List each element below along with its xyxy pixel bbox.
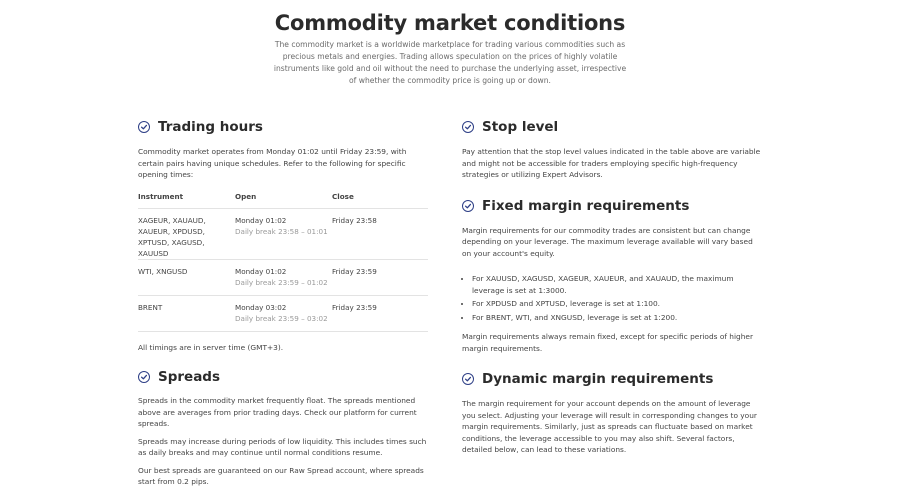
trading-hours-heading xyxy=(138,118,428,136)
open-time: Monday 03:02 xyxy=(235,302,287,312)
list-item: • For XPDUSD and XPTUSD, leverage is set at 1:100. xyxy=(472,298,762,310)
open-time: Monday 01:02 xyxy=(235,215,287,225)
instrument-cell: XAGEUR, XAUAUD, XAUEUR, XPDUSD, XPTUSD, XAGUSD, XAUUSD xyxy=(138,208,235,259)
trading-hours-table xyxy=(138,192,428,332)
column-header-instrument: Instrument xyxy=(138,192,235,209)
open-cell xyxy=(235,259,332,295)
table-header-row xyxy=(138,192,428,209)
leverage-list xyxy=(462,273,762,323)
open-cell xyxy=(235,208,332,259)
table-row xyxy=(138,259,428,295)
fixed-margin-heading xyxy=(462,197,762,215)
dynamic-margin-text: The margin requirement for your account depends on the amount of leverage you select. Adjusting your leverage will result in corresponding changes to your margin requirements. Similarly, just as spreads can fluctuate based on market conditions, the leverage accessible to you may also shift. Several factors, detailed below, can lead to these variations. xyxy=(462,399,757,454)
close-cell: Friday 23:59 xyxy=(332,295,428,331)
fixed-margin-intro: Margin requirements for our commodity trades are consistent but can change depending on your leverage. The maximum leverage available will vary based on your account's equity. xyxy=(462,225,753,258)
check-circle-icon xyxy=(462,200,474,212)
close-cell: Friday 23:58 xyxy=(332,208,428,259)
fixed-margin-title: Fixed margin requirements xyxy=(482,197,690,214)
page-subtitle: The commodity market is a worldwide marketplace for trading various commodities such as precious metals and energies. Trading allows speculation on the prices of highly volatile instruments like gold and oil without the need to purchase the underlying asset, irrespective of whether the commodity price is going up or down. xyxy=(273,40,627,85)
close-cell: Friday 23:59 xyxy=(332,259,428,295)
table-row xyxy=(138,295,428,331)
stop-level-title: Stop level xyxy=(482,119,559,135)
timezone-footnote: All timings are in server time (GMT+3). xyxy=(138,342,284,352)
open-cell xyxy=(235,295,332,331)
trading-hours-intro: Commodity market operates from Monday 01:02 until Friday 23:59, with certain pairs having unique schedules. Refer to the following for specific opening times: xyxy=(138,147,407,179)
open-time: Monday 01:02 xyxy=(235,266,287,276)
page-title: Commodity market conditions xyxy=(274,11,626,35)
stop-level-heading xyxy=(462,118,762,136)
spreads-paragraph: Our best spreads are guaranteed on our Raw Spread account, where spreads start from 0.2 pips. xyxy=(138,465,424,486)
check-circle-icon xyxy=(462,121,474,133)
right-column xyxy=(462,118,762,456)
column-header-open: Open xyxy=(235,192,332,209)
fixed-margin-outro: Margin requirements always remain fixed, except for specific periods of higher margin requirements. xyxy=(462,332,754,353)
hero xyxy=(0,10,900,87)
instrument-cell: BRENT xyxy=(138,295,235,331)
spreads-paragraph: Spreads in the commodity market frequently float. The spreads mentioned above are averages from prior trading days. Check our platform for current spreads. xyxy=(138,396,417,428)
daily-break: Daily break 23:58 – 01:01 xyxy=(235,226,328,236)
table-row xyxy=(138,208,428,259)
check-circle-icon xyxy=(138,371,150,383)
instrument-cell: WTI, XNGUSD xyxy=(138,259,235,295)
dynamic-margin-heading xyxy=(462,370,762,388)
column-header-close: Close xyxy=(332,192,428,209)
check-circle-icon xyxy=(138,121,150,133)
stop-level-text: Pay attention that the stop level values indicated in the table above are variable and might not be accessible for traders employing specific high-frequency strategies or utilizing Expert Advisors. xyxy=(462,147,761,179)
list-item: • For XAUUSD, XAGUSD, XAGEUR, XAUEUR, and XAUAUD, the maximum leverage is set at 1:3000. xyxy=(472,273,762,296)
check-circle-icon xyxy=(462,373,474,385)
spreads-heading xyxy=(138,368,428,386)
left-column xyxy=(138,118,428,488)
spreads-paragraph: Spreads may increase during periods of low liquidity. This includes times such as daily breaks and may continue until normal conditions resume. xyxy=(138,436,427,457)
trading-hours-title: Trading hours xyxy=(158,119,263,135)
spreads-title: Spreads xyxy=(158,369,221,385)
list-item: • For BRENT, WTI, and XNGUSD, leverage is set at 1:200. xyxy=(472,312,762,324)
dynamic-margin-title: Dynamic margin requirements xyxy=(482,371,714,387)
daily-break: Daily break 23:59 – 01:02 xyxy=(235,277,328,287)
daily-break: Daily break 23:59 – 03:02 xyxy=(235,313,328,323)
